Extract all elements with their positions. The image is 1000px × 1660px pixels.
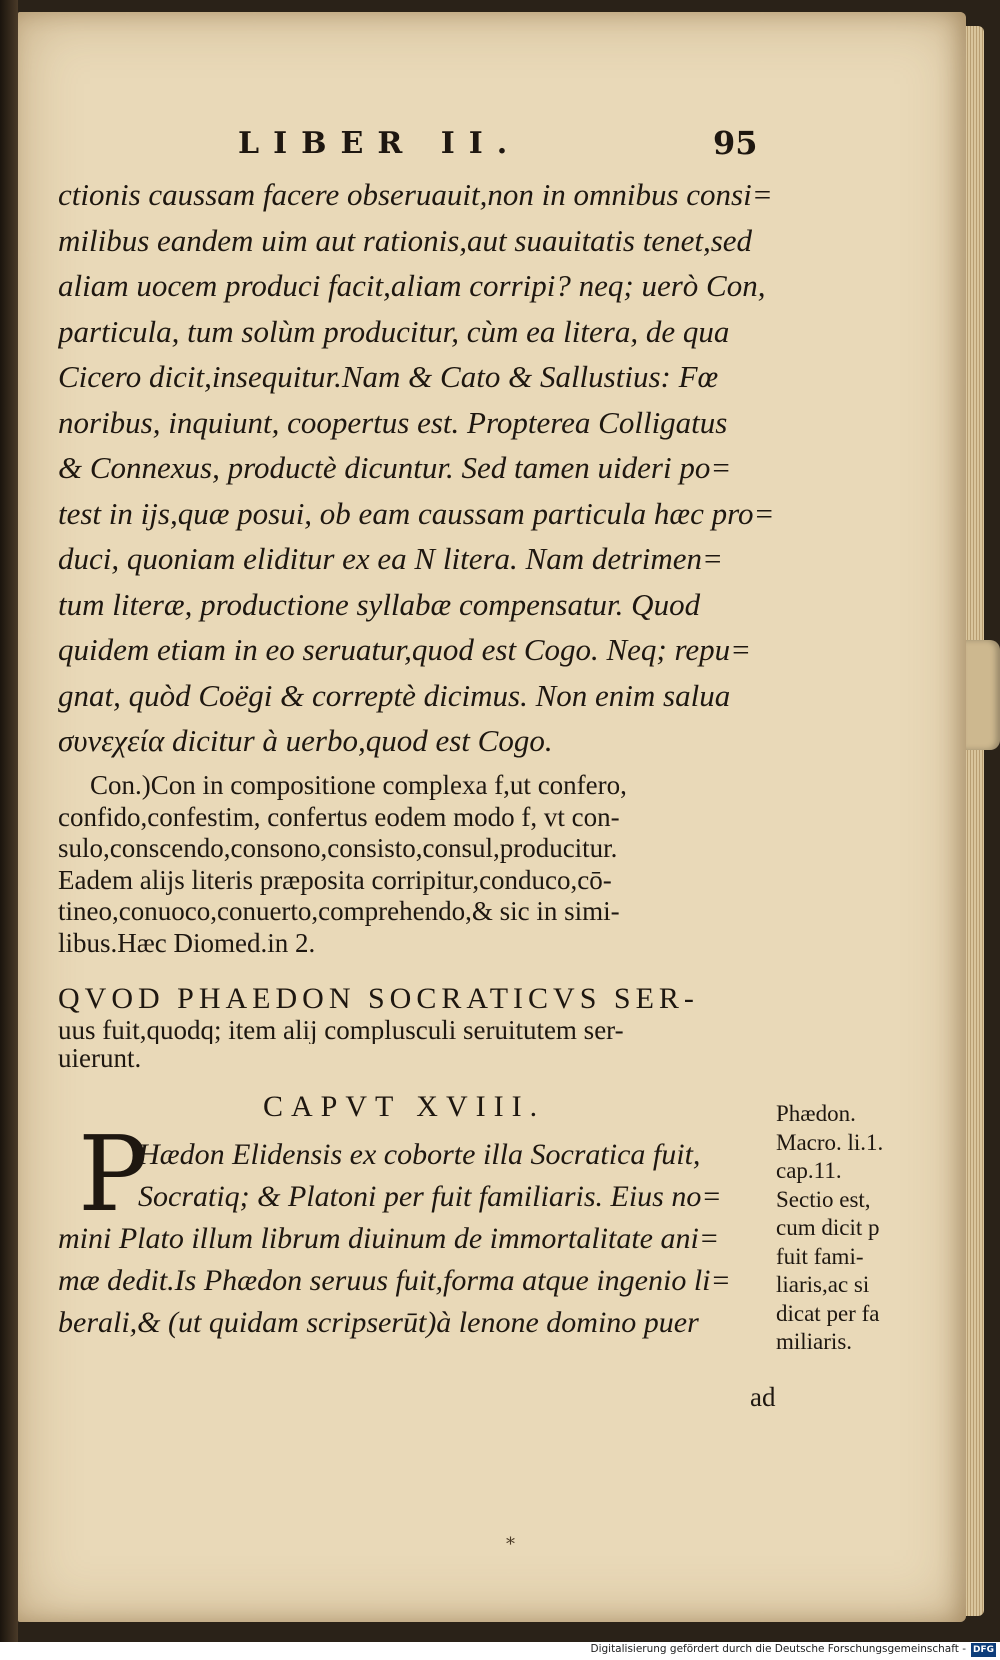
text-line: aliam uocem produci facit,aliam corripi? neq; uerò Con, xyxy=(58,268,766,303)
ornament-asterisk: * xyxy=(506,1534,515,1555)
book-spine-shadow xyxy=(0,0,18,1660)
text-line: & Connexus, productè dicuntur. Sed tamen uideri po= xyxy=(58,450,732,485)
text-line: sulo,conscendo,consono,consisto,consul,producitur. xyxy=(58,833,618,863)
margin-note-line: liaris,ac si xyxy=(776,1272,870,1297)
chapter-title xyxy=(58,982,788,1072)
text-line: milibus eandem uim aut rationis,aut suauitatis tenet,sed xyxy=(58,222,753,258)
text-line: Socratiq; & Platoni per fuit familiaris. Eius no= xyxy=(138,1180,722,1213)
footer-credit: Digitalisierung gefördert durch die Deutsche Forschungsgemeinschaft - xyxy=(590,1643,966,1655)
text-line: Hædon Elidensis ex coborte illa Socratica fuit, xyxy=(138,1138,701,1171)
title-line: uierunt. xyxy=(58,1044,142,1072)
chapter-body xyxy=(58,1134,788,1344)
text-line: berali,& (ut quidam scripserūt)à lenone domino puer xyxy=(58,1306,699,1339)
margin-note-line: dicat per fa xyxy=(776,1300,880,1326)
dfg-logo: DFG xyxy=(972,1645,994,1655)
text-line: particula, tum solùm producitur, cùm ea litera, de qua xyxy=(58,313,730,349)
text-line: gnat, quòd Coëgi & correptè dicimus. Non enim salua xyxy=(58,677,731,713)
margin-notes xyxy=(776,1100,966,1357)
text-line: Con.)Con in compositione complexa f,ut confero, xyxy=(90,770,627,800)
margin-note-line: Phædon. xyxy=(776,1101,856,1126)
margin-note-line: cap.11. xyxy=(776,1158,842,1183)
drop-cap: P xyxy=(78,1113,148,1235)
chapter-heading: CAPVT XVIII. xyxy=(263,1090,546,1123)
roman-note-block xyxy=(58,770,788,959)
text-line: Eadem alijs literis præposita corripitur,conduco,cō- xyxy=(58,864,612,895)
text-line: duci, quoniam eliditur ex ea N litera. Nam detrimen= xyxy=(58,541,723,576)
text-line: confido,confestim, confertus eodem modo f, vt con- xyxy=(58,801,620,832)
text-line: quidem etiam in eo seruatur,quod est Cogo. Neq; repu= xyxy=(58,632,752,667)
running-head: LIBER II. xyxy=(238,126,522,161)
margin-note-line: Macro. li.1. xyxy=(776,1129,884,1155)
page-number: 95 xyxy=(713,124,758,162)
text-line: libus.Hæc Diomed.in 2. xyxy=(58,927,316,958)
catchword: ad xyxy=(750,1382,776,1412)
text-line: συνεχεία dicitur à uerbo,quod est Cogo. xyxy=(58,723,553,758)
italic-text-block xyxy=(58,172,788,764)
text-line: ctionis caussam facere obseruauit,non in omnibus consi= xyxy=(58,177,773,212)
margin-note-line: fuit fami- xyxy=(776,1243,864,1269)
text-line: Cicero dicit,insequitur.Nam & Cato & Sallustius: Fœ xyxy=(58,359,719,394)
margin-note-line: cum dicit p xyxy=(776,1215,880,1240)
page-clip-tab xyxy=(966,640,1000,750)
title-line: QVOD PHAEDON SOCRATICVS SER- xyxy=(58,982,699,1015)
text-line: noribus, inquiunt, coopertus est. Propterea Colligatus xyxy=(58,404,728,440)
book-page xyxy=(18,12,966,1622)
text-line: mæ dedit.Is Phædon seruus fuit,forma atque ingenio li= xyxy=(58,1264,731,1297)
text-line: test in ijs,quæ posui, ob eam caussam particula hæc pro= xyxy=(58,495,775,531)
title-line: uus fuit,quodq; item alij complusculi seruitutem ser- xyxy=(58,1016,624,1044)
text-line: tineo,conuoco,conuerto,comprehendo,& sic in simi- xyxy=(58,896,620,926)
margin-note-line: miliaris. xyxy=(776,1329,853,1354)
text-line: tum literæ, productione syllabæ compensatur. Quod xyxy=(58,586,701,622)
text-line: mini Plato illum librum diuinum de immortalitate ani= xyxy=(58,1222,720,1255)
margin-note-line: Sectio est, xyxy=(776,1186,871,1212)
